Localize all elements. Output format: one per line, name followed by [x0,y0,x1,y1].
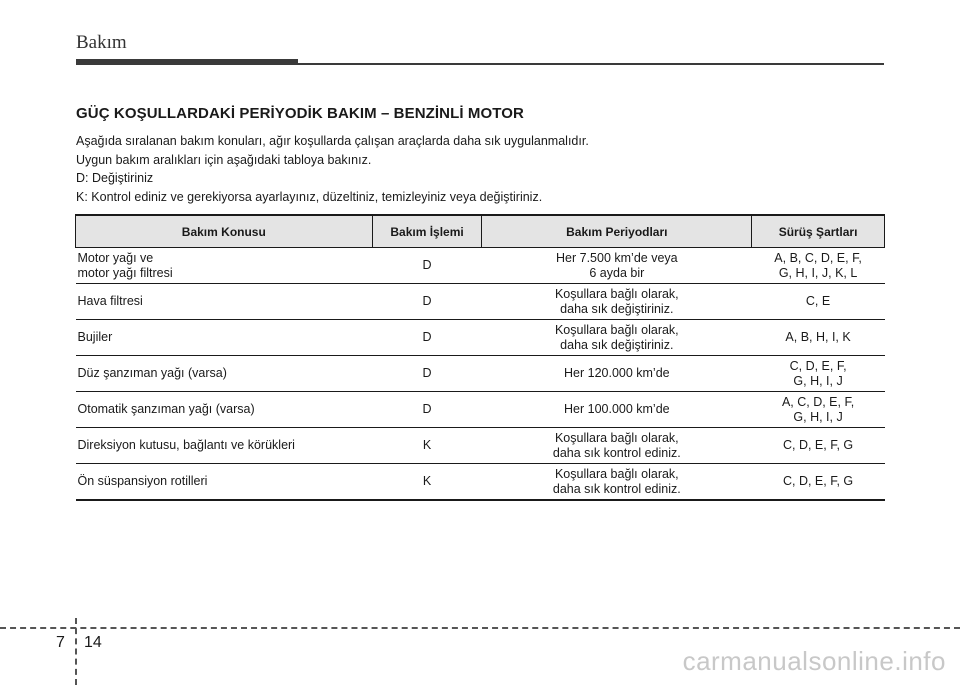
cell-period [482,428,752,464]
cell-period-line: 6 ayda bir [589,265,645,280]
cell-item [76,284,373,320]
cell-period [482,392,752,428]
cell-conditions-line: G, H, I, J [793,373,843,388]
cell-action: K [372,428,482,464]
footer-vertical-divider [75,618,77,685]
cell-conditions-line: C, E [805,294,831,308]
column-header-action: Bakım İşlemi [372,215,482,248]
footer-divider [0,627,960,629]
cell-item [76,392,373,428]
cell-conditions-line: G, H, I, J [793,409,843,424]
column-header-conditions: Sürüş Şartları [752,215,885,248]
cell-conditions [752,392,885,428]
cell-action: D [372,248,482,284]
cell-conditions [752,248,885,284]
cell-conditions [752,428,885,464]
intro-line: D: Değiştiriniz [76,171,154,185]
cell-conditions [752,320,885,356]
cell-period [482,284,752,320]
cell-item-line: Bujiler [77,330,113,344]
cell-item [76,464,373,501]
chapter-number: 7 [56,634,65,651]
cell-item-line: Direksiyon kutusu, bağlantı ve körükleri [77,438,295,452]
intro-line: Aşağıda sıralanan bakım konuları, ağır koşullarda çalışan araçlarda daha sık uygulanmalıdır. [76,134,589,148]
cell-item [76,320,373,356]
cell-conditions [752,284,885,320]
cell-item [76,428,373,464]
header-rule-thick [76,59,298,65]
cell-period [482,464,752,501]
table-row [76,392,885,428]
cell-period-line: daha sık kontrol ediniz. [552,481,681,496]
table-row [76,320,885,356]
cell-period [482,320,752,356]
cell-period-line: Koşullara bağlı olarak, [554,466,679,481]
table-row [76,284,885,320]
cell-item [76,356,373,392]
cell-action: D [372,392,482,428]
cell-period-line: Koşullara bağlı olarak, [554,286,679,301]
cell-period-line: daha sık değiştiriniz. [560,301,674,316]
page-number: 14 [84,634,102,651]
cell-conditions-line: C, D, E, F, G [782,474,854,488]
column-header-item: Bakım Konusu [76,215,373,248]
table-header-row [76,215,885,248]
cell-action: D [372,320,482,356]
intro-text [76,132,876,206]
cell-period-line: daha sık kontrol ediniz. [552,445,681,460]
cell-item-line: Ön süspansiyon rotilleri [77,474,208,488]
cell-period-line: Koşullara bağlı olarak, [554,322,679,337]
cell-conditions [752,356,885,392]
maintenance-table [75,214,885,501]
cell-conditions-line: C, D, E, F, G [782,438,854,452]
table-row [76,248,885,284]
cell-action: D [372,356,482,392]
cell-item-line: motor yağı filtresi [77,265,173,280]
cell-period-line: Koşullara bağlı olarak, [554,430,679,445]
cell-conditions-line: A, B, C, D, E, F, [774,250,862,265]
intro-line: Uygun bakım aralıkları için aşağıdaki tabloya bakınız. [76,152,372,167]
cell-period-line: Her 7.500 km’de veya [556,250,678,265]
intro-line: K: Kontrol ediniz ve gerekiyorsa ayarlayınız, düzeltiniz, temizleyiniz veya değiştiriniz. [76,189,543,204]
cell-period [482,248,752,284]
cell-period-line: daha sık değiştiriniz. [560,337,674,352]
page-heading: GÜÇ KOŞULLARDAKİ PERİYODİK BAKIM – BENZİNLİ MOTOR [76,105,524,122]
cell-item-line: Hava filtresi [77,294,143,308]
watermark: carmanualsonline.info [682,646,946,676]
cell-item-line: Düz şanzıman yağı (varsa) [77,366,227,380]
cell-conditions-line: A, B, H, I, K [785,330,851,344]
cell-period [482,356,752,392]
cell-item [76,248,373,284]
cell-conditions-line: A, C, D, E, F, [781,394,855,409]
cell-action: D [372,284,482,320]
section-title: Bakım [76,32,127,53]
header-rule-thin [298,63,884,65]
cell-period-line: Her 100.000 km’de [564,402,670,416]
cell-item-line: Motor yağı ve [77,250,154,265]
cell-period-line: Her 120.000 km’de [564,366,670,380]
cell-conditions [752,464,885,501]
table-body [76,248,885,501]
table-row [76,464,885,501]
cell-conditions-line: C, D, E, F, [789,358,847,373]
table-row [76,356,885,392]
column-header-period: Bakım Periyodları [482,215,752,248]
cell-conditions-line: G, H, I, J, K, L [778,265,858,280]
table-row [76,428,885,464]
cell-action: K [372,464,482,501]
cell-item-line: Otomatik şanzıman yağı (varsa) [77,402,255,416]
